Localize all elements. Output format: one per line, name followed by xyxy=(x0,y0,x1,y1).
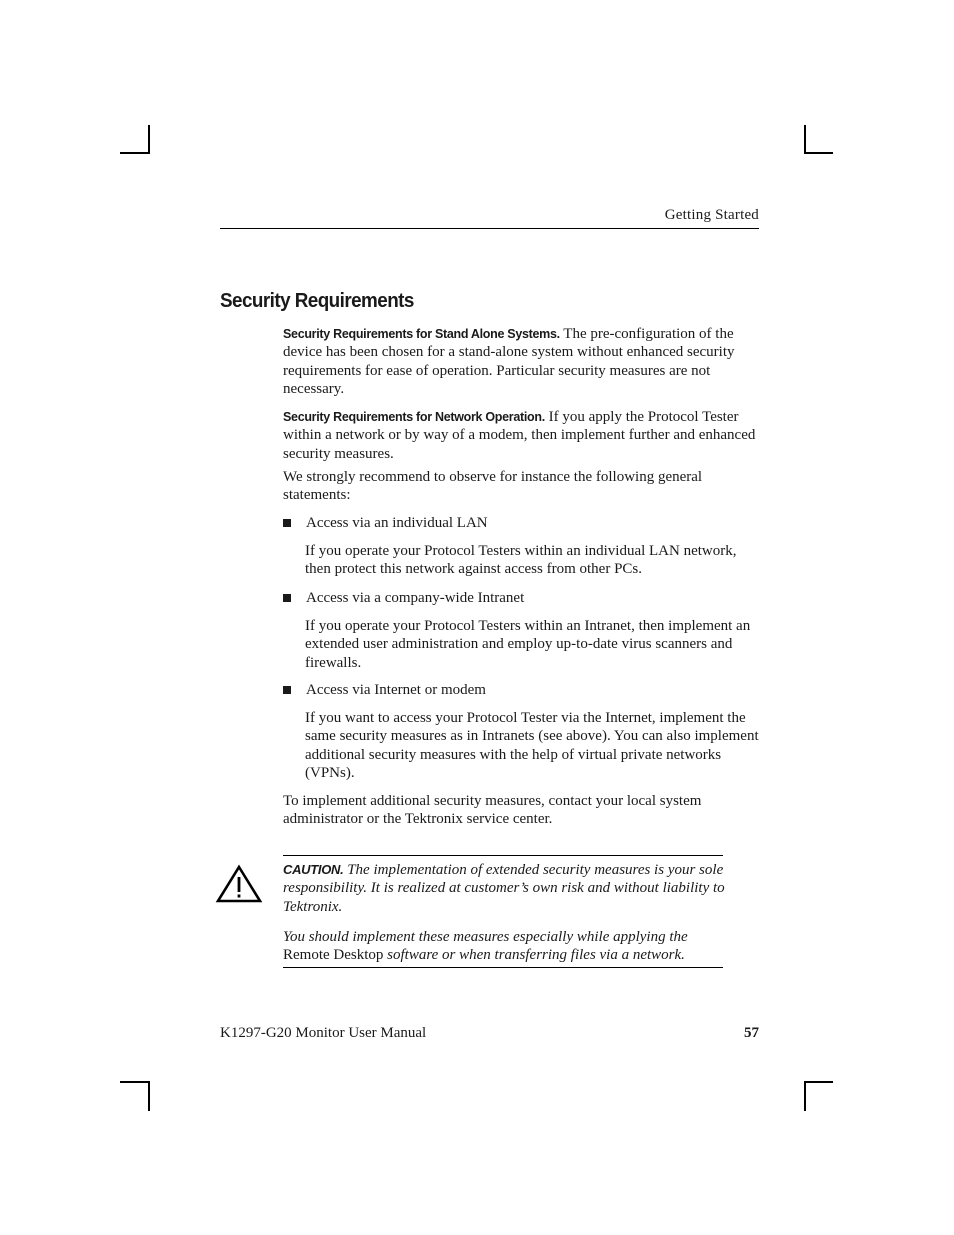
header-rule xyxy=(220,228,759,229)
crop-mark-top-right-h xyxy=(804,152,833,154)
paragraph-stand-alone xyxy=(283,325,765,398)
list-item-description: If you operate your Protocol Testers within an Intranet, then implement an extended user administration and employ up-to-date virus scanners and firewalls. xyxy=(305,618,751,671)
crop-mark-bottom-right-h xyxy=(804,1081,833,1083)
footer-manual-title: K1297-G20 Monitor User Manual xyxy=(220,1025,427,1041)
paragraph-recommendation-text: We strongly recommend to observe for instance the following general statements: xyxy=(283,469,703,504)
list-item-description: If you operate your Protocol Testers within an individual LAN network, then protect this network against access from other PCs. xyxy=(305,543,737,578)
crop-mark-top-left-h xyxy=(120,152,150,154)
paragraph-network xyxy=(283,408,765,463)
bullet-square-icon xyxy=(283,519,291,527)
list-item-label: Access via an individual LAN xyxy=(306,515,488,531)
caution-text-2-end: software or when transferring files via a network. xyxy=(383,947,685,964)
caution-text-2-remote-desktop: Remote Desktop xyxy=(283,947,384,964)
paragraph-contact xyxy=(283,792,765,829)
run-in-heading-stand-alone: Security Requirements for Stand Alone Systems. xyxy=(283,327,560,341)
run-in-heading-network: Security Requirements for Network Operation. xyxy=(283,410,545,424)
list-item-description: If you want to access your Protocol Tester via the Internet, implement the same security measures as in Intranets (see above). You can also implement additional security measures with the help of virtual private networks (VPNs). xyxy=(305,710,759,781)
crop-mark-bottom-left-v xyxy=(148,1081,150,1111)
crop-mark-bottom-left-h xyxy=(120,1081,150,1083)
paragraph-network-text: If you apply the Protocol Tester within a network or by way of a modem, then implement further and enhanced security measures. xyxy=(283,409,756,462)
list-item-label: Access via Internet or modem xyxy=(306,682,486,698)
running-head: Getting Started xyxy=(664,207,759,223)
paragraph-recommendation xyxy=(283,468,765,505)
crop-mark-bottom-right-v xyxy=(804,1081,806,1111)
bullet-square-icon xyxy=(283,594,291,602)
crop-mark-top-right-v xyxy=(804,125,806,154)
bullet-square-icon xyxy=(283,686,291,694)
caution-label: CAUTION. xyxy=(283,862,344,877)
section-title: Security Requirements xyxy=(220,289,414,312)
caution-paragraph-2 xyxy=(283,928,723,965)
caution-bottom-rule xyxy=(283,967,723,968)
list-item-label: Access via a company-wide Intranet xyxy=(306,590,525,606)
caution-paragraph xyxy=(283,861,753,916)
paragraph-contact-text: To implement additional security measures, contact your local system administrator or the Tektronix service center. xyxy=(283,793,702,828)
caution-text-2-start: You should implement these measures especially while applying the xyxy=(283,929,688,945)
warning-triangle-icon xyxy=(215,864,263,904)
paragraph-stand-alone-text: The pre-configuration of the device has been chosen for a stand-alone system without enhanced security requirements for ease of operation. Particular security measures are not necessary. xyxy=(283,326,735,397)
caution-top-rule xyxy=(283,855,723,856)
crop-mark-top-left-v xyxy=(148,125,150,154)
caution-text: The implementation of extended security measures is your sole responsibility. It is realized at customer’s own risk and without liability to Tektronix. xyxy=(283,862,725,915)
page-number: 57 xyxy=(744,1025,759,1041)
